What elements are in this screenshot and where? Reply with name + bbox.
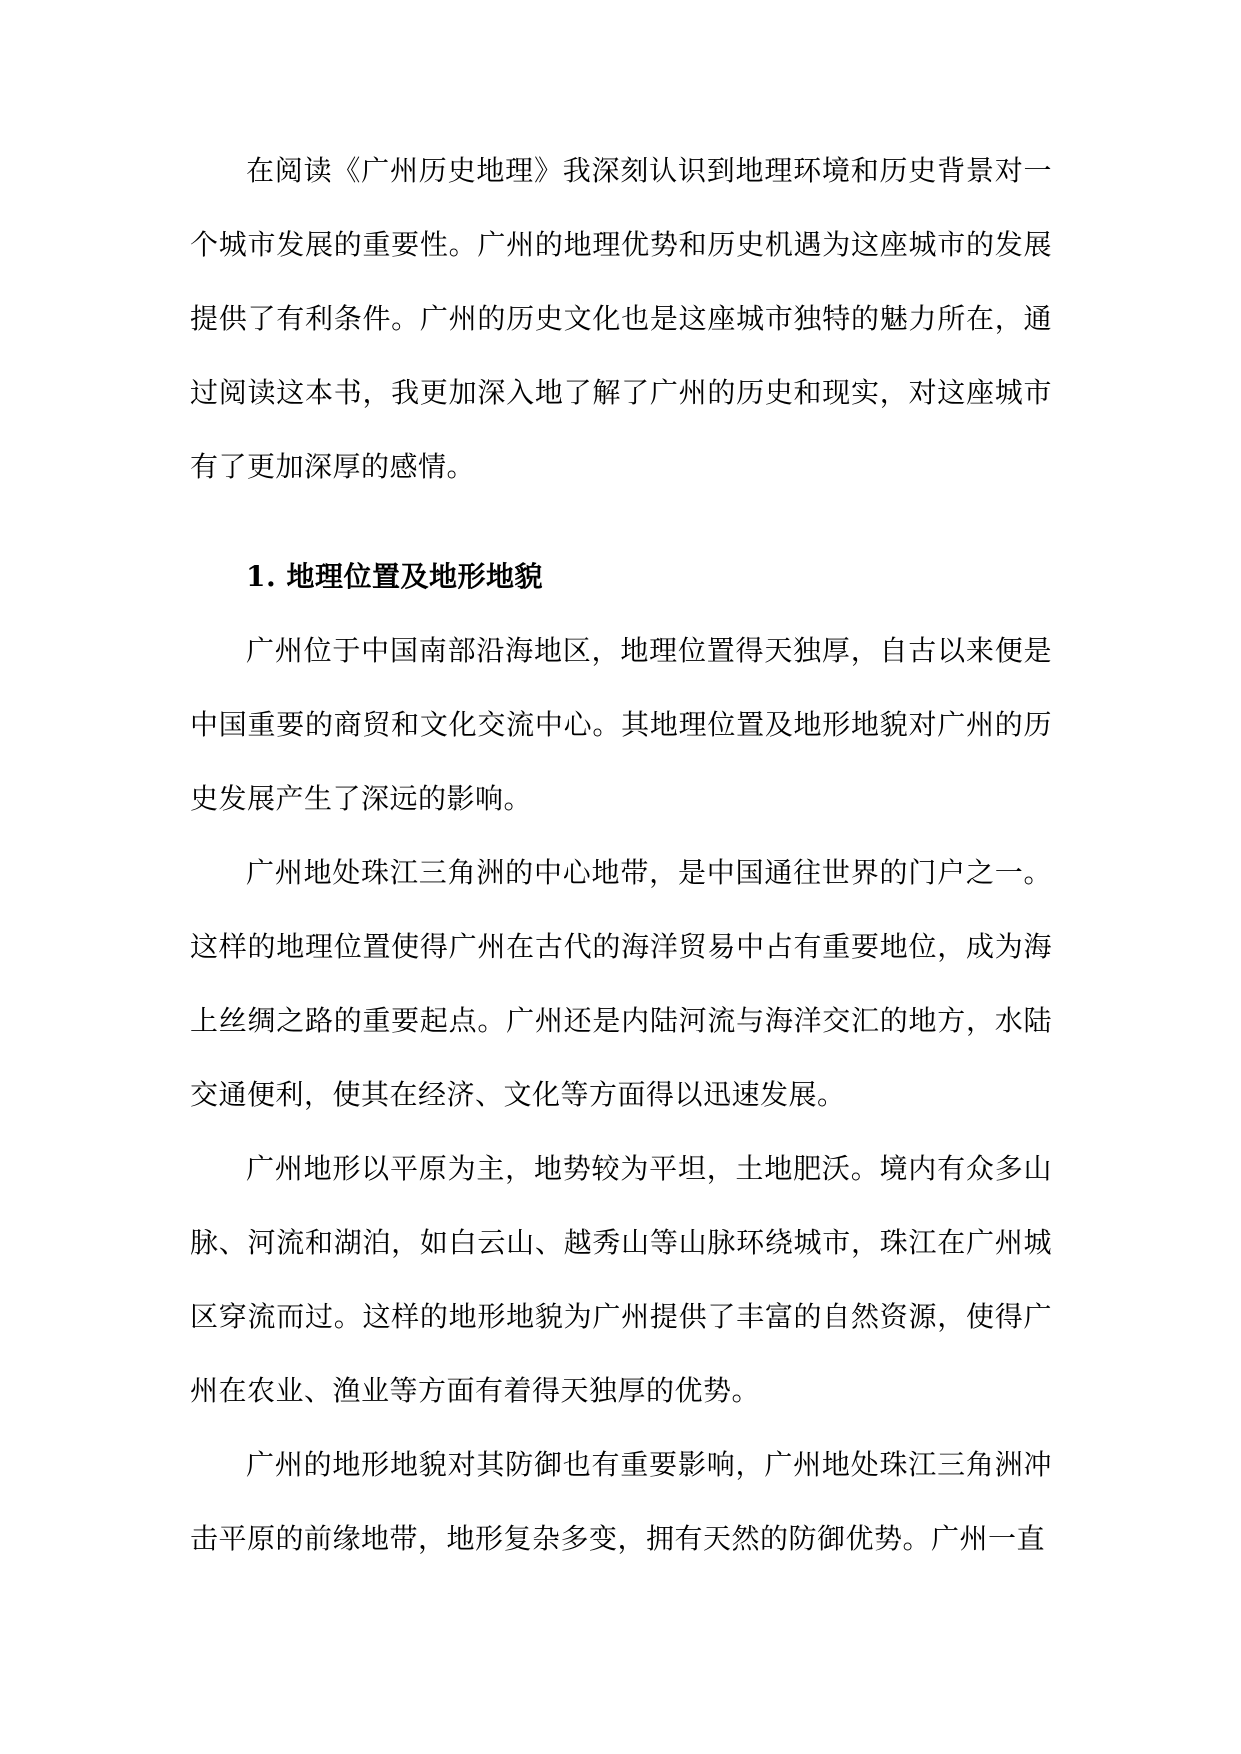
body-paragraph: 广州位于中国南部沿海地区，地理位置得天独厚，自古以来便是中国重要的商贸和文化交流中心。其地理位置及地形地貌对广州的历史发展产生了深远的影响。 [190, 634, 1052, 815]
document-page [190, 134, 1052, 1576]
body-paragraph: 广州地处珠江三角洲的中心地带，是中国通往世界的门户之一。这样的地理位置使得广州在古代的海洋贸易中占有重要地位，成为海上丝绸之路的重要起点。广州还是内陆河流与海洋交汇的地方，水陆交通便利，使其在经济、文化等方面得以迅速发展。 [190, 856, 1052, 1111]
section-heading: 1. 地理位置及地形地貌 [246, 560, 543, 593]
body-paragraph: 广州的地形地貌对其防御也有重要影响，广州地处珠江三角洲冲击平原的前缘地带，地形复杂多变，拥有天然的防御优势。广州一直 [190, 1448, 1052, 1555]
body-paragraph: 广州地形以平原为主，地势较为平坦，土地肥沃。境内有众多山脉、河流和湖泊，如白云山、越秀山等山脉环绕城市，珠江在广州城区穿流而过。这样的地形地貌为广州提供了丰富的自然资源，使得广州在农业、渔业等方面有着得天独厚的优势。 [190, 1152, 1052, 1407]
intro-paragraph: 在阅读《广州历史地理》我深刻认识到地理环境和历史背景对一个城市发展的重要性。广州的地理优势和历史机遇为这座城市的发展提供了有利条件。广州的历史文化也是这座城市独特的魅力所在，通过阅读这本书，我更加深入地了解了广州的历史和现实，对这座城市有了更加深厚的感情。 [190, 154, 1052, 483]
